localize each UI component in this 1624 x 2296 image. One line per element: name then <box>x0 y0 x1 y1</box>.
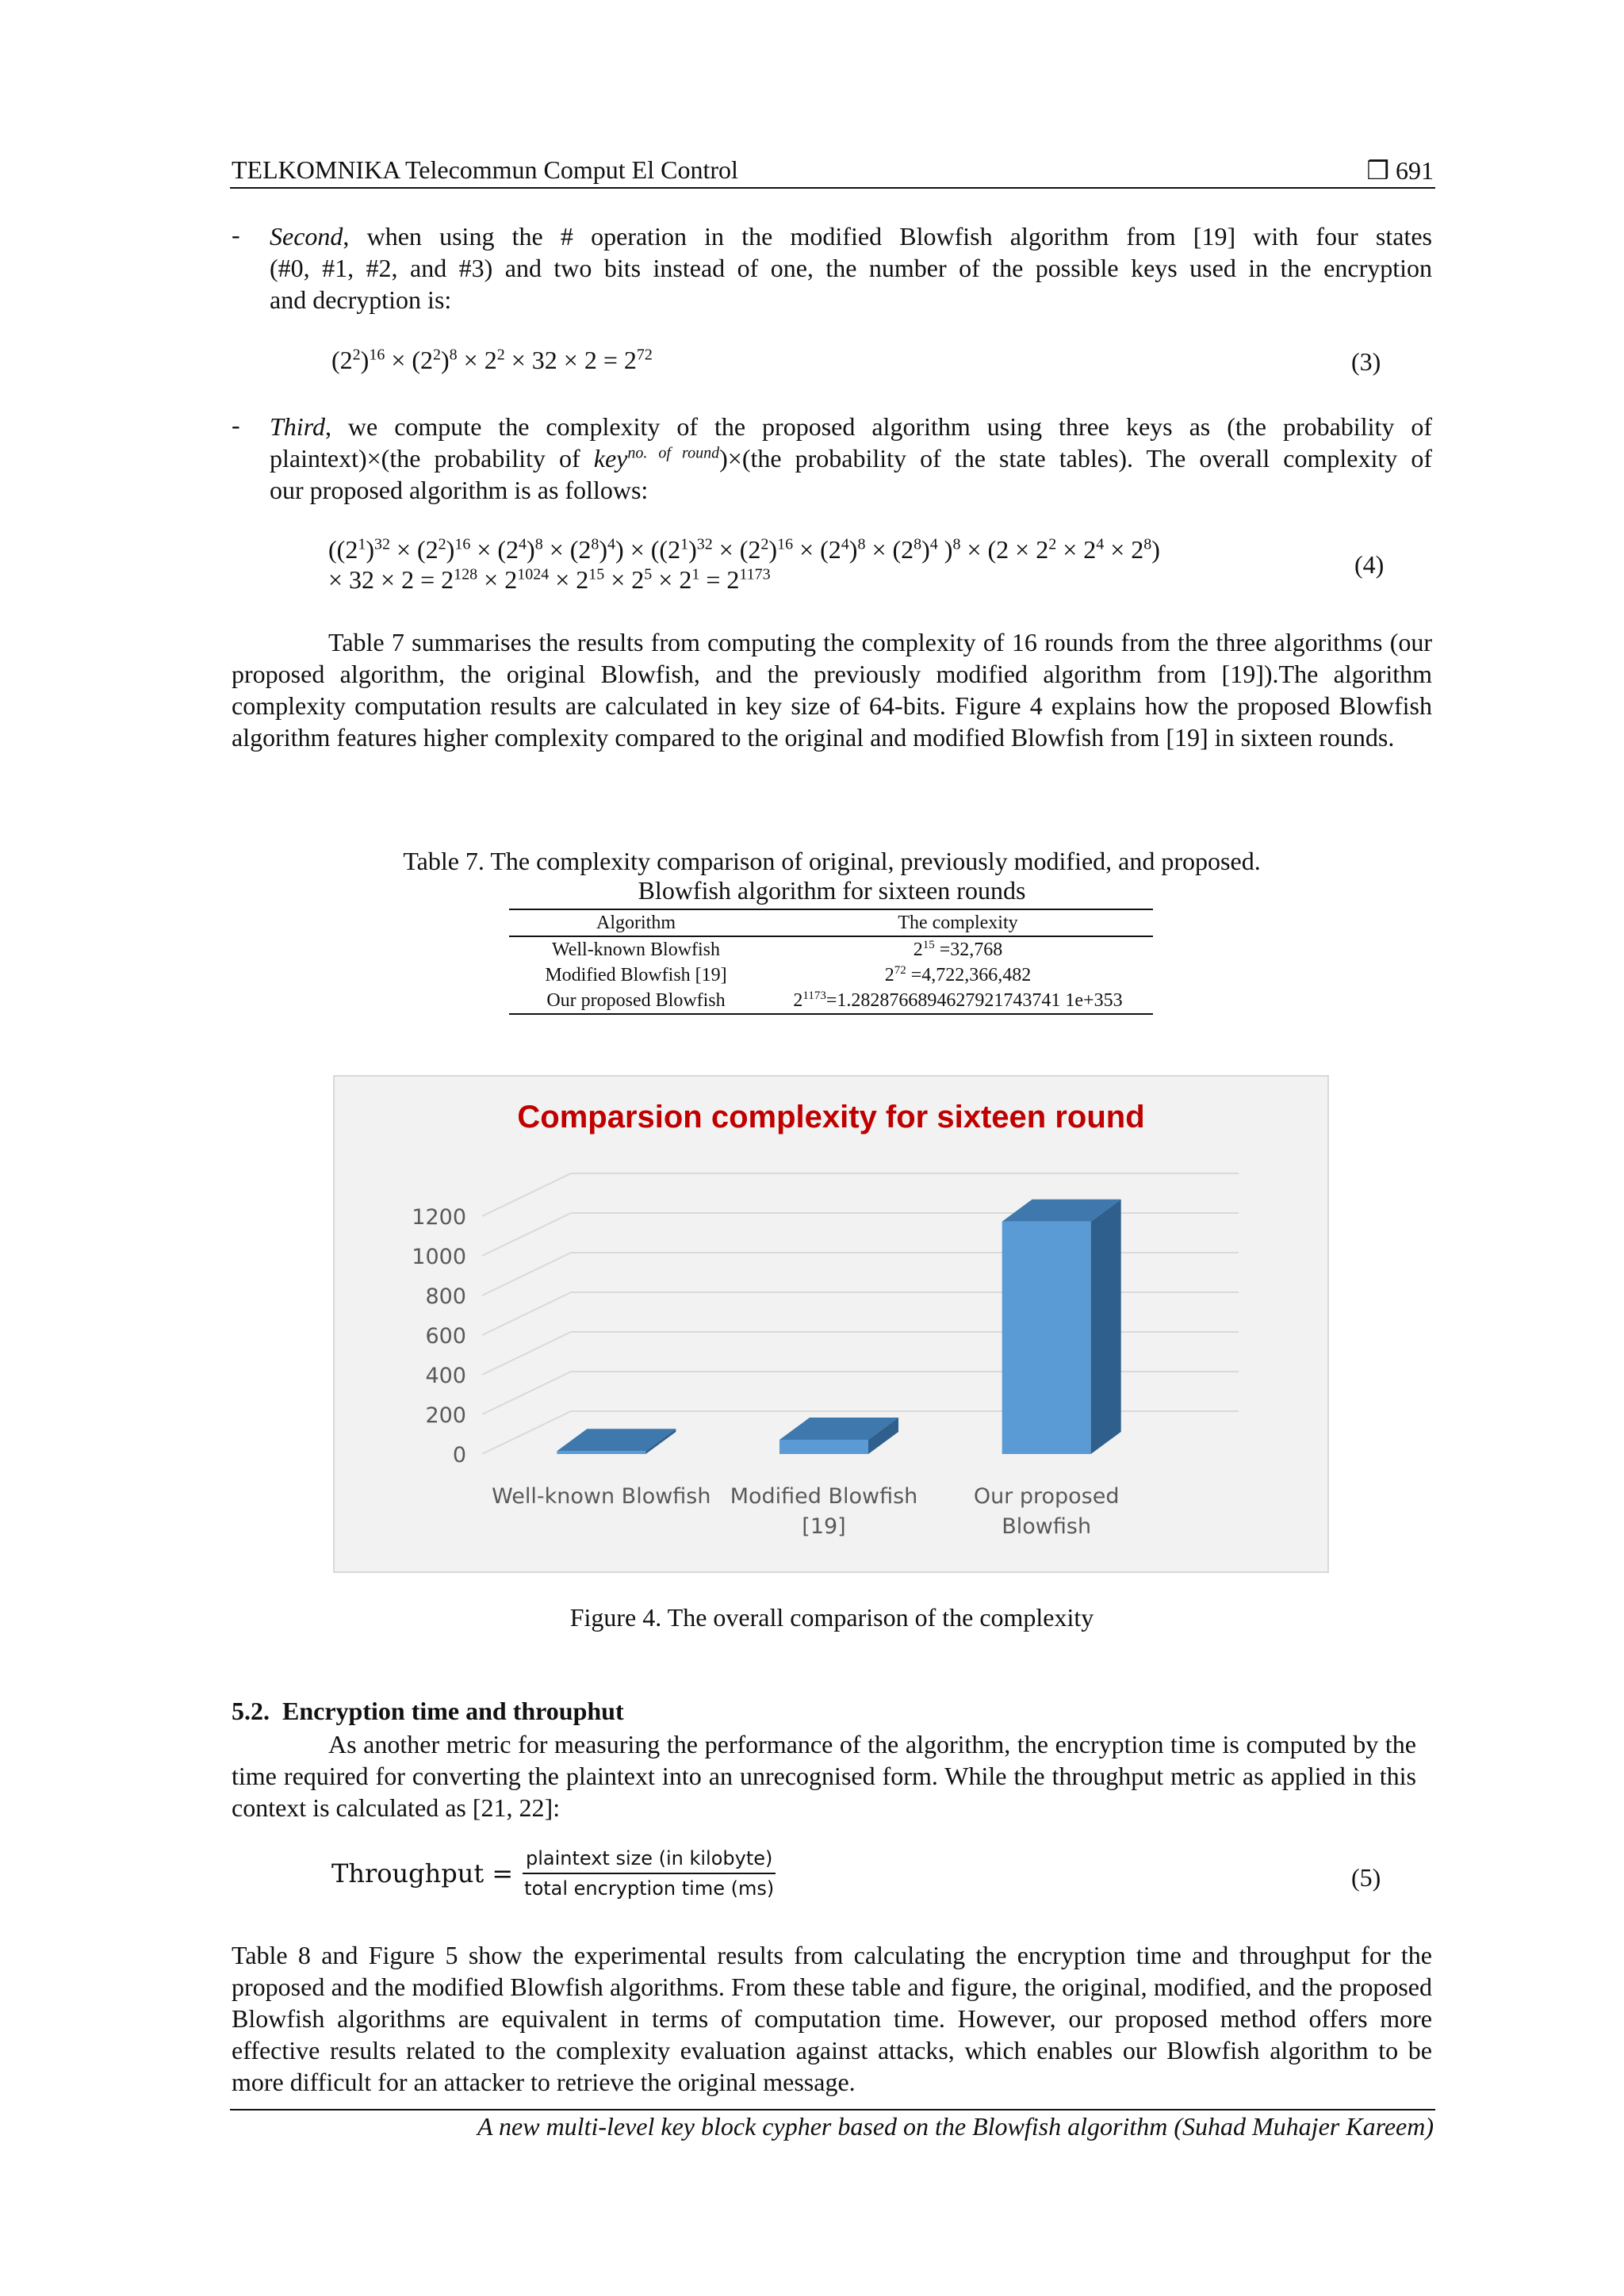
running-footer: A new multi-level key block cypher based on the Blowfish algorithm (Suhad Muhajer Kareem) <box>477 2112 1434 2141</box>
table7-cell-algorithm: Well-known Blowfish <box>551 939 721 960</box>
footer-rule <box>230 2109 1435 2110</box>
header-rule <box>230 187 1435 189</box>
y-tick-label: 1000 <box>412 1245 466 1269</box>
table7-caption-line1: Table 7. The complexity comparison of original, previously modified, and proposed. <box>403 847 1261 875</box>
grid-line-diagonal <box>482 1292 571 1335</box>
section-number: 5.2. <box>232 1697 270 1725</box>
x-category-label: Blowfish <box>1002 1514 1092 1539</box>
equation-5-denominator: total encryption time (ms) <box>524 1877 775 1900</box>
bar-chart-svg <box>335 1077 1327 1571</box>
second-text-2: (#0, #1, #2, and #3) and two bits instead of one, the number of the possible keys used in the encryption <box>270 254 1432 282</box>
paragraph-encryption-time: As another metric for measuring the performance of the algorithm, the encryption time is computed by the time required for converting the plaintext into an unrecognised form. While the throughput metric as applied in this context is calculated as [21, 22]: <box>232 1730 1416 1822</box>
table7-cell-complexity <box>763 988 1153 1014</box>
bar-front <box>779 1440 868 1454</box>
page-box-icon: ❒ <box>1366 156 1389 185</box>
paragraph-table8-results: Table 8 and Figure 5 show the experimental results from calculating the encryption time and throughput for the proposed and the modified Blowfish algorithms. From these table and figure, the original, modified, and the proposed Blowfish algorithms are equivalent in terms of computation time. However, our proposed method offers more effective results related to the complexity evaluation against attacks, which enables our Blowfish algorithm to be more difficult for an attacker to retrieve the original message. <box>232 1941 1432 2096</box>
table7 <box>509 909 1153 1015</box>
bar-top <box>557 1429 676 1451</box>
grid-line-diagonal <box>482 1253 571 1295</box>
equation-3-number: (3) <box>1351 347 1381 376</box>
cell-exp: 15 <box>922 939 935 951</box>
y-tick-label: 400 <box>425 1364 466 1388</box>
cell-base: 2 <box>793 990 803 1011</box>
chart-title: Comparsion complexity for sixteen round <box>517 1100 1145 1135</box>
grid-line-diagonal <box>482 1213 571 1256</box>
figure4-chart <box>333 1075 1329 1573</box>
third-text-3: our proposed algorithm is as follows: <box>270 476 649 504</box>
page-number: 691 <box>1396 156 1434 185</box>
x-category-label: Our proposed <box>973 1484 1120 1509</box>
table7-cell-algorithm: Modified Blowfish [19] <box>545 965 727 985</box>
x-category-label: Modified Blowfish <box>730 1484 918 1509</box>
grid-line-diagonal <box>482 1372 571 1414</box>
bullet-dash-third: - <box>232 411 240 439</box>
bar-front <box>1002 1222 1091 1454</box>
cell-exp: 1173 <box>802 989 826 1002</box>
cell-base: 2 <box>913 939 923 960</box>
third-text-2a: plaintext)×(the probability of <box>270 444 594 473</box>
third-text-2b: )×(the probability of the state tables). The overall complexity of <box>719 444 1433 473</box>
chart-x-labels <box>492 1484 1119 1539</box>
equation-3: $(2^2)^{16} \times (2^2)^8 \times 2^2 \times 32 \times 2 = 2^{72}$ <box>331 346 653 374</box>
equation-5 <box>331 1847 777 1900</box>
equation-5-lhs: Throughput = <box>331 1858 514 1888</box>
table7-cell-complexity <box>763 936 1153 962</box>
equation-5-number: (5) <box>1351 1863 1381 1892</box>
running-header <box>232 155 1434 186</box>
x-category-label: [19] <box>802 1514 846 1539</box>
grid-line-diagonal <box>482 1411 571 1454</box>
chart-grid <box>482 1173 1239 1454</box>
table7-caption-line2: Blowfish algorithm for sixteen rounds <box>638 876 1026 905</box>
equation-5-numerator: plaintext size (in kilobyte) <box>523 1847 776 1874</box>
chart-bars <box>557 1200 1120 1454</box>
equation-4-number: (4) <box>1354 550 1385 579</box>
section-title: Encryption time and throuphut <box>282 1697 624 1725</box>
bar-front <box>557 1451 645 1454</box>
table7-header-algorithm: Algorithm <box>596 913 676 933</box>
cell-value: =1.2828766894627921743741 1e+353 <box>825 990 1123 1011</box>
table7-header-row <box>509 909 1153 936</box>
y-tick-label: 200 <box>425 1403 466 1428</box>
chart-y-ticks <box>412 1205 466 1468</box>
section-heading <box>232 1697 624 1726</box>
table7-cell-algorithm: Our proposed Blowfish <box>546 990 726 1011</box>
y-tick-label: 800 <box>425 1284 466 1309</box>
journal-title: TELKOMNIKA Telecommun Comput El Control <box>232 155 738 184</box>
table7-header-complexity: The complexity <box>898 913 1018 933</box>
equation-4: $((2^1)^{32} \times (2^2)^{16} \times (2^4)^8 \times (2^8)^4) \times ((2^1)^{32} \times (2^2)^{16} \times (2^4)^8 \times (2^8)^4$ )$^8 \times (2 \times 2^2 \times 2^4 \times 2^8)$ × $32 \times 2 = 2^{128} \times 2^{1024} \times 2^{15} \times 2^5 \times 2^1 = 2^{1173}$ <box>328 535 1160 594</box>
second-text-3: and decryption is: <box>270 285 452 314</box>
bullet-third <box>270 411 1432 506</box>
table7-cell-complexity <box>763 962 1153 988</box>
grid-line-diagonal <box>482 1332 571 1375</box>
equation-5-fraction <box>521 1847 777 1900</box>
table-row <box>509 962 1153 988</box>
third-lead: Third <box>270 412 325 441</box>
paragraph-table7-summary: Table 7 summarises the results from computing the complexity of 16 rounds from the three algorithms (our proposed algorithm, the original Blowfish, and the previously modified algorithm from [19]).The algorithm complexity computation results are calculated in key size of 64-bits. Figure 4 explains how the proposed Blowfish algorithm features higher complexity compared to the original and modified Blowfish from [19] in sixteen rounds. <box>232 628 1432 752</box>
table7-caption <box>232 847 1432 905</box>
third-key: key <box>593 444 628 473</box>
cell-value: =4,722,366,482 <box>906 965 1032 985</box>
table-row <box>509 936 1153 962</box>
table-row <box>509 988 1153 1014</box>
cell-base: 2 <box>884 965 894 985</box>
bar-side <box>1091 1200 1121 1454</box>
y-tick-label: 1200 <box>412 1205 466 1230</box>
second-lead: Second <box>270 222 343 251</box>
bullet-dash-second: - <box>232 220 240 249</box>
y-tick-label: 0 <box>452 1443 466 1468</box>
cell-exp: 72 <box>894 964 906 977</box>
x-category-label: Well-known Blowfish <box>492 1484 711 1509</box>
bullet-second <box>270 220 1432 316</box>
cell-value: =32,768 <box>934 939 1003 960</box>
figure4-caption: Figure 4. The overall comparison of the complexity <box>569 1603 1094 1632</box>
y-tick-label: 600 <box>425 1324 466 1349</box>
grid-line-diagonal <box>482 1173 571 1216</box>
third-key-sup: no. of round <box>627 444 720 462</box>
page-number-group <box>1366 155 1434 186</box>
second-text-1: , when using the # operation in the modified Blowfish algorithm from [19] with four states <box>343 222 1432 251</box>
third-text-1: , we compute the complexity of the proposed algorithm using three keys as (the probability of <box>324 412 1432 441</box>
